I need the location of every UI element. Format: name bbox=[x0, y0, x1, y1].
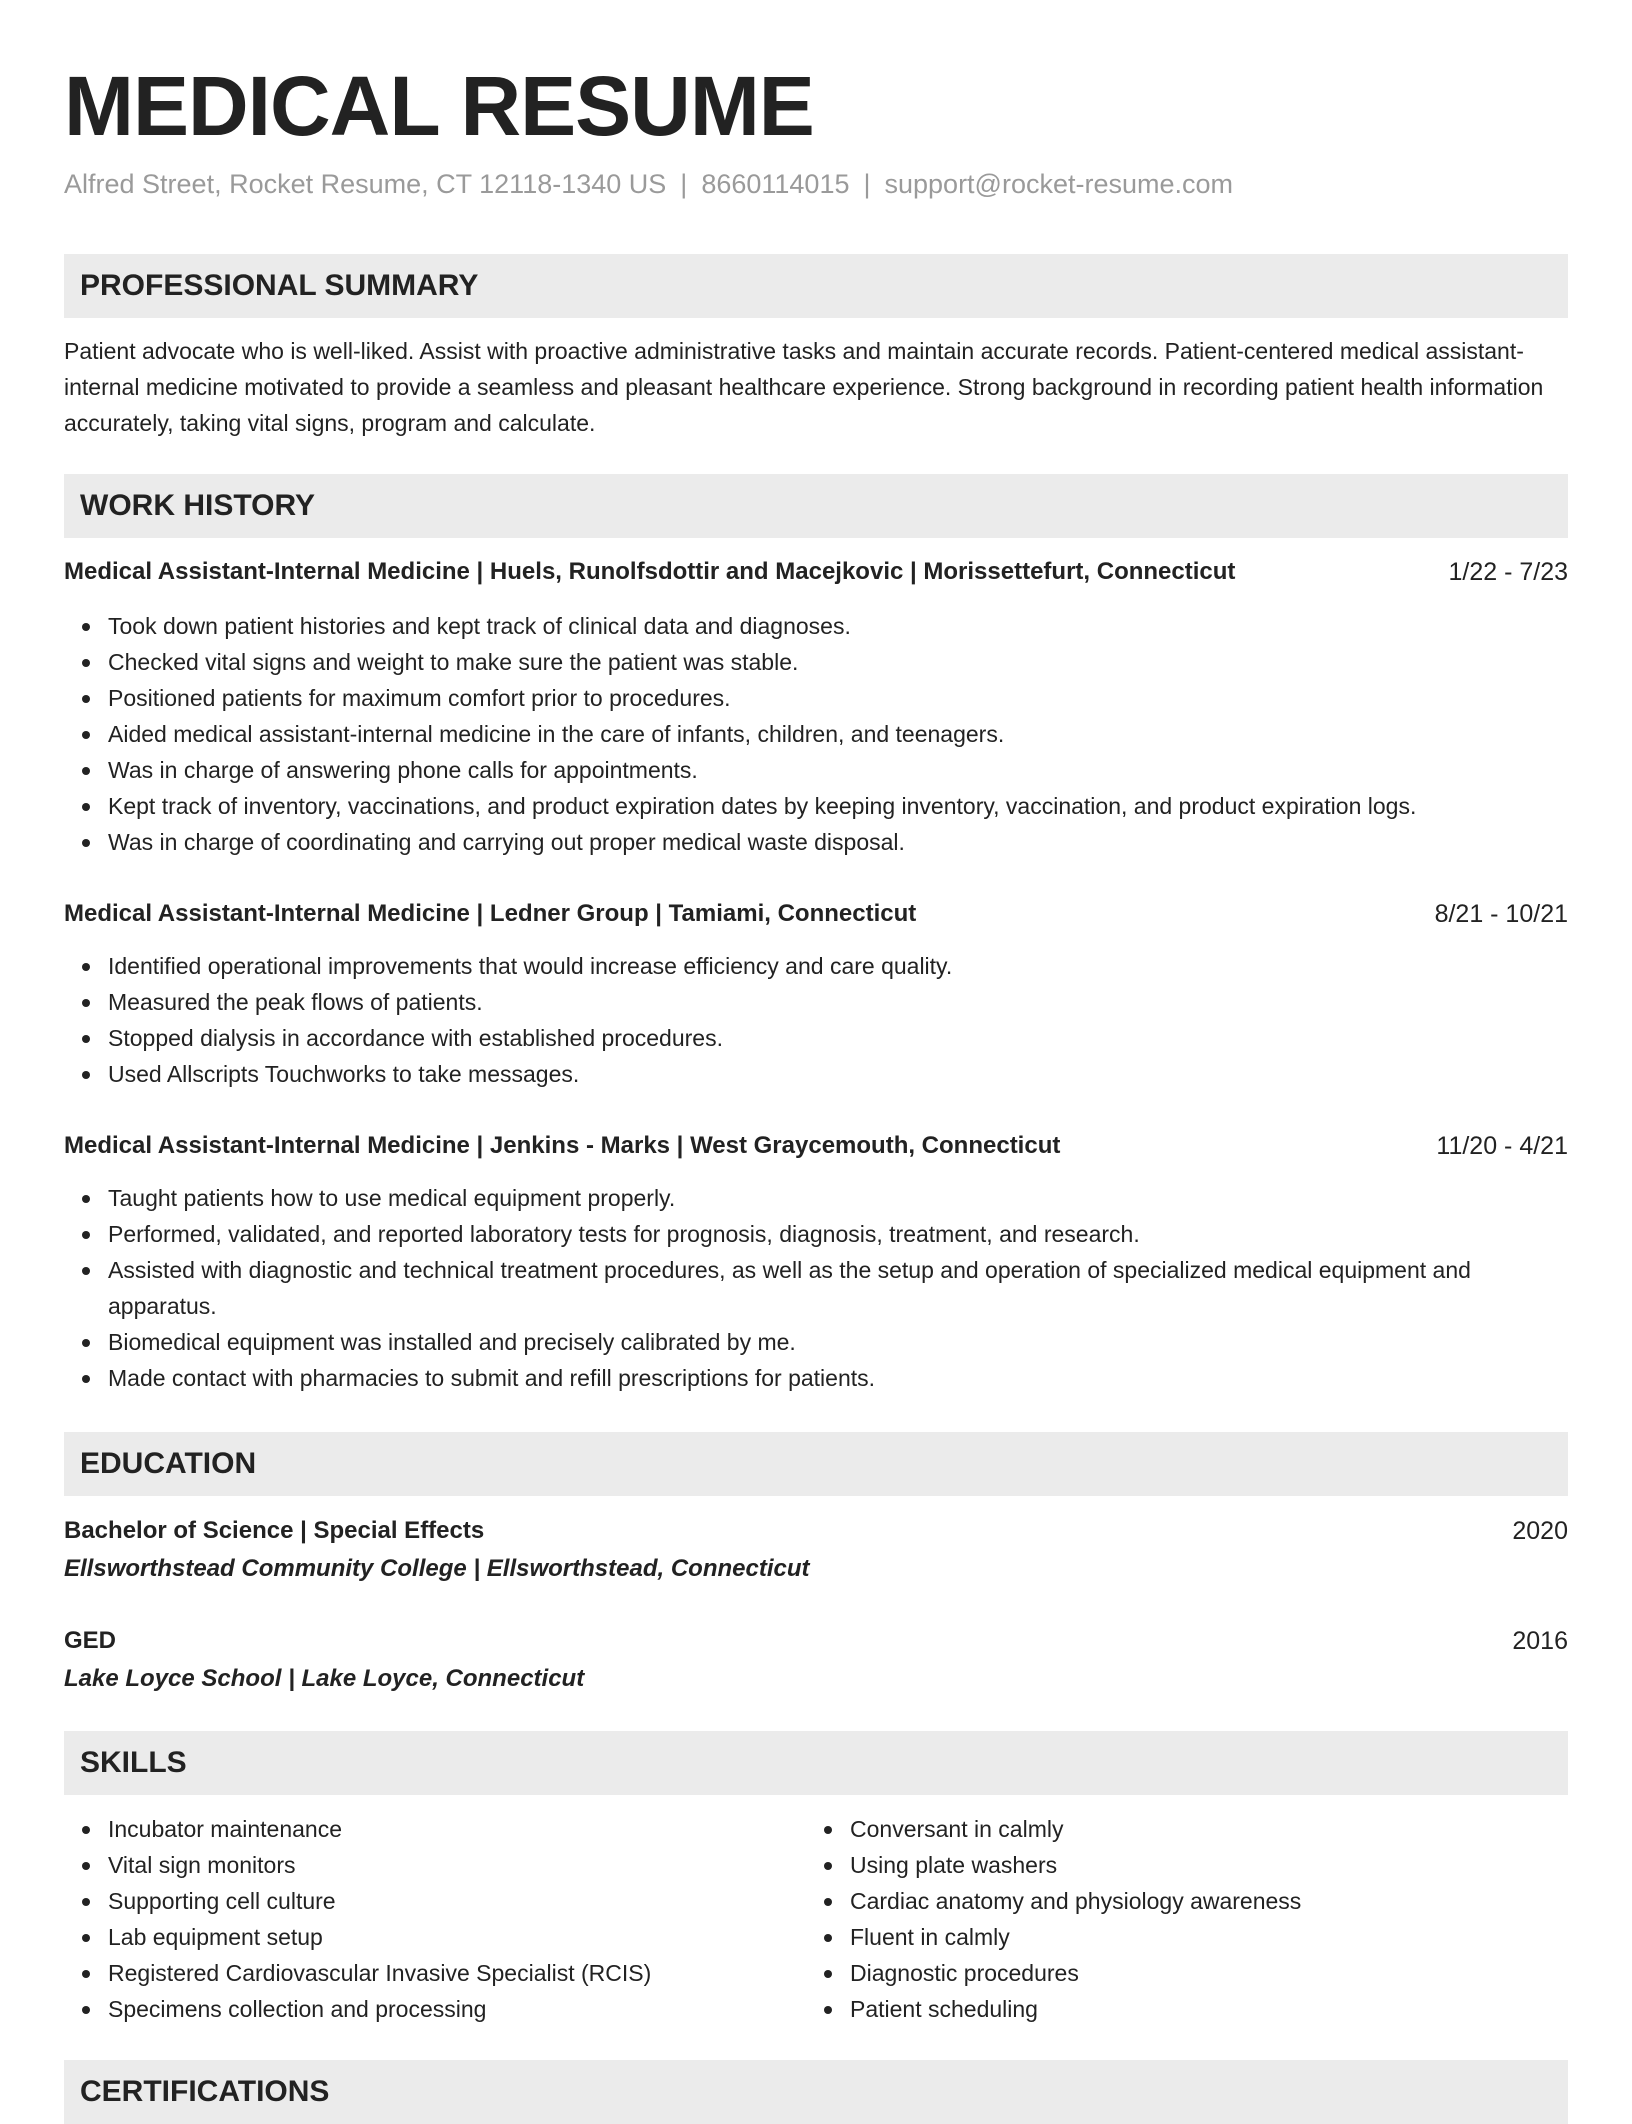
job-title-row bbox=[64, 1128, 1568, 1164]
job-title: Medical Assistant-Internal Medicine | Huels, Runolfsdottir and Macejkovic | Morissettefurt, Connecticut bbox=[64, 558, 1236, 585]
separator: | bbox=[680, 169, 688, 199]
degree-row bbox=[64, 1512, 1568, 1550]
school: Ellsworthstead Community College | Ellsworthstead, Connecticut bbox=[64, 1555, 810, 1582]
list-item: Conversant in calmly bbox=[806, 1811, 1546, 1847]
job-entry bbox=[64, 1128, 1568, 1396]
section-heading-certifications: CERTIFICATIONS bbox=[64, 2060, 1568, 2124]
summary-text: Patient advocate who is well-liked. Assist with proactive administrative tasks and maintain accurate records. Patient-centered medical assistant-internal medicine motivated to provide a seamless and pleasant healthcare experience. Strong background in recording patient health information accurately, taking vital signs, program and calculate. bbox=[64, 338, 1544, 436]
degree: Bachelor of Science | Special Effects bbox=[64, 1517, 485, 1544]
job-title-row bbox=[64, 896, 1568, 932]
job-dates: 11/20 - 4/21 bbox=[1436, 1132, 1568, 1160]
job-title: Medical Assistant-Internal Medicine | Ledner Group | Tamiami, Connecticut bbox=[64, 900, 917, 927]
list-item: Incubator maintenance bbox=[64, 1811, 804, 1847]
job-dates: 1/22 - 7/23 bbox=[1448, 558, 1568, 586]
degree: GED bbox=[64, 1627, 117, 1654]
list-item: Was in charge of coordinating and carrying out proper medical waste disposal. bbox=[64, 824, 1568, 860]
list-item: Diagnostic procedures bbox=[806, 1955, 1546, 1991]
list-item: Identified operational improvements that would increase efficiency and care quality. bbox=[64, 948, 1568, 984]
list-item: Aided medical assistant-internal medicine in the care of infants, children, and teenagers. bbox=[64, 716, 1568, 752]
page-title: MEDICAL RESUME bbox=[64, 59, 814, 153]
education-entry bbox=[64, 1622, 1568, 1698]
list-item: Checked vital signs and weight to make sure the patient was stable. bbox=[64, 644, 1568, 680]
list-item: Using plate washers bbox=[806, 1847, 1546, 1883]
list-item: Measured the peak flows of patients. bbox=[64, 984, 1568, 1020]
list-item: Used Allscripts Touchworks to take messages. bbox=[64, 1056, 1568, 1092]
school: Lake Loyce School | Lake Loyce, Connecticut bbox=[64, 1665, 585, 1692]
list-item: Was in charge of answering phone calls for appointments. bbox=[64, 752, 1568, 788]
job-bullets bbox=[64, 1180, 1568, 1396]
education-entry bbox=[64, 1512, 1568, 1588]
list-item: Stopped dialysis in accordance with established procedures. bbox=[64, 1020, 1568, 1056]
skills-list bbox=[64, 1811, 1568, 2031]
list-item: Fluent in calmly bbox=[806, 1919, 1546, 1955]
job-entry bbox=[64, 554, 1568, 860]
list-item: Performed, validated, and reported laboratory tests for prognosis, diagnosis, treatment, and research. bbox=[64, 1216, 1568, 1252]
skills-column-left bbox=[64, 1811, 804, 2027]
contact-line bbox=[64, 164, 1233, 204]
list-item: Taught patients how to use medical equipment properly. bbox=[64, 1180, 1568, 1216]
job-bullets bbox=[64, 608, 1568, 860]
section-heading-skills: SKILLS bbox=[64, 1731, 1568, 1795]
email: support@rocket-resume.com bbox=[884, 169, 1234, 199]
job-dates: 8/21 - 10/21 bbox=[1434, 900, 1568, 928]
job-title-row bbox=[64, 554, 1568, 590]
list-item: Biomedical equipment was installed and precisely calibrated by me. bbox=[64, 1324, 1568, 1360]
address: Alfred Street, Rocket Resume, CT 12118-1340 US bbox=[64, 169, 667, 199]
list-item: Supporting cell culture bbox=[64, 1883, 804, 1919]
job-entry bbox=[64, 896, 1568, 1092]
section-heading-work: WORK HISTORY bbox=[64, 474, 1568, 538]
list-item: Patient scheduling bbox=[806, 1991, 1546, 2027]
section-heading-education: EDUCATION bbox=[64, 1432, 1568, 1496]
separator: | bbox=[863, 169, 871, 199]
education-year: 2016 bbox=[1512, 1627, 1568, 1655]
phone: 8660114015 bbox=[701, 169, 850, 199]
section-heading-summary: PROFESSIONAL SUMMARY bbox=[64, 254, 1568, 318]
list-item: Positioned patients for maximum comfort prior to procedures. bbox=[64, 680, 1568, 716]
list-item: Made contact with pharmacies to submit and refill prescriptions for patients. bbox=[64, 1360, 1568, 1396]
list-item: Specimens collection and processing bbox=[64, 1991, 804, 2027]
skills-column-right bbox=[806, 1811, 1546, 2027]
list-item: Lab equipment setup bbox=[64, 1919, 804, 1955]
job-bullets bbox=[64, 948, 1568, 1092]
list-item: Assisted with diagnostic and technical treatment procedures, as well as the setup and operation of specialized medical equipment and apparatus. bbox=[64, 1252, 1568, 1324]
list-item: Registered Cardiovascular Invasive Specialist (RCIS) bbox=[64, 1955, 804, 1991]
list-item: Took down patient histories and kept track of clinical data and diagnoses. bbox=[64, 608, 1568, 644]
list-item: Cardiac anatomy and physiology awareness bbox=[806, 1883, 1546, 1919]
degree-row bbox=[64, 1622, 1568, 1660]
job-title: Medical Assistant-Internal Medicine | Jenkins - Marks | West Graycemouth, Connecticut bbox=[64, 1132, 1061, 1159]
education-year: 2020 bbox=[1512, 1517, 1568, 1545]
list-item: Vital sign monitors bbox=[64, 1847, 804, 1883]
list-item: Kept track of inventory, vaccinations, and product expiration dates by keeping inventory, vaccination, and product expiration logs. bbox=[64, 788, 1568, 824]
